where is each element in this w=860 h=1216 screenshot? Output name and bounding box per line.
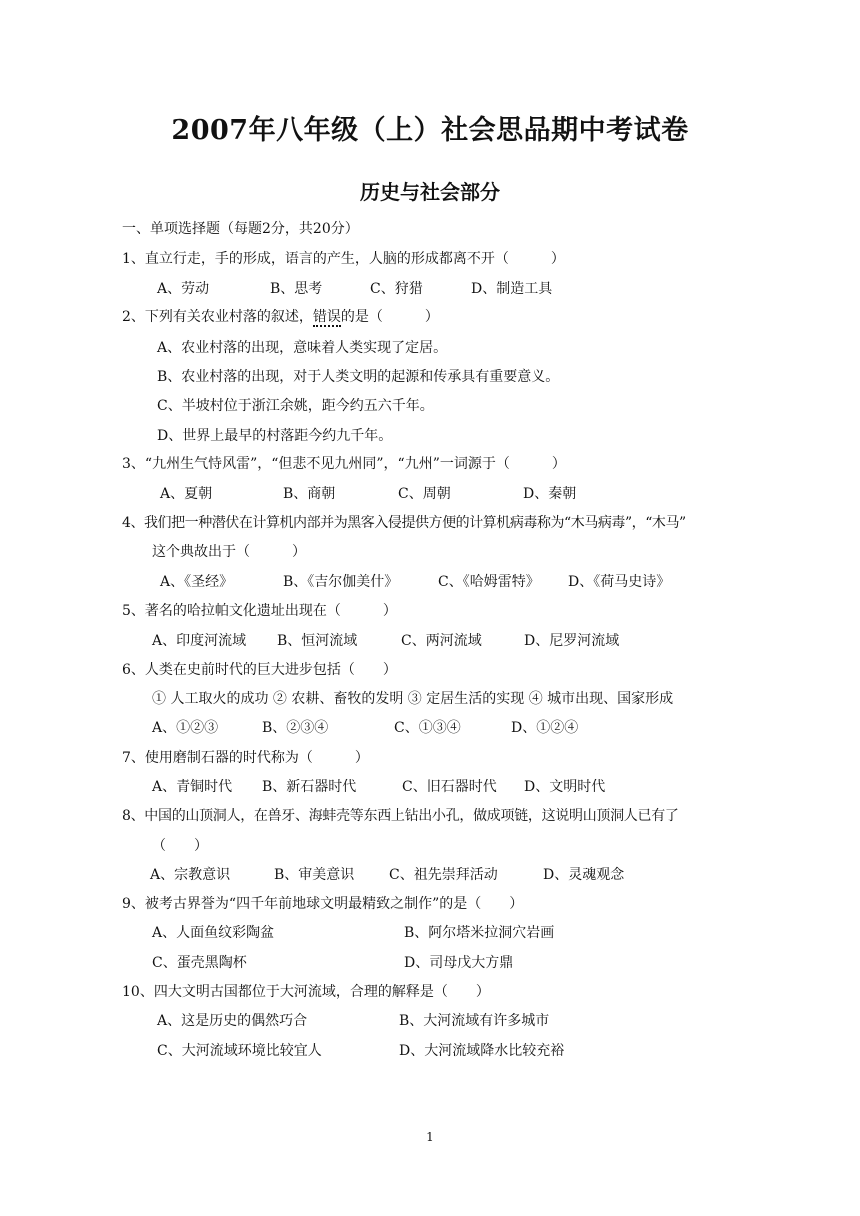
q7-option-c: C、旧石器时代 (402, 779, 497, 795)
question-10-options-row1 (157, 1011, 549, 1031)
q9-option-d: D、司母戊大方鼎 (404, 955, 514, 971)
question-7-options (152, 777, 605, 797)
q1-option-a: A、劳动 (157, 281, 210, 297)
question-6-stem: 6、人类在史前时代的巨大进步包括（ ） (122, 662, 397, 678)
q7-option-a: A、青铜时代 (152, 779, 233, 795)
q2-stem-pre: 2、下列有关农业村落的叙述， (122, 309, 313, 325)
question-1-options (157, 279, 552, 299)
question-8-stem-cont: （ ） (152, 838, 208, 854)
question-8-options (150, 865, 624, 885)
q8-option-d: D、灵魂观念 (543, 867, 625, 883)
q5-option-d: D、尼罗河流域 (524, 633, 620, 649)
q4-option-a: A、《圣经》 (160, 574, 234, 590)
question-6-items: ① 人工取火的成功 ② 农耕、畜牧的发明 ③ 定居生活的实现 ④ 城市出现、国家形成 (152, 691, 674, 707)
question-9-options-row2 (152, 953, 513, 973)
question-3-options (160, 484, 576, 504)
q4-option-b: B、《吉尔伽美什》 (283, 574, 399, 590)
q2-option-d: D、世界上最早的村落距今约九千年。 (157, 428, 393, 444)
question-7-stem: 7、使用磨制石器的时代称为（ ） (122, 750, 369, 766)
question-5-stem: 5、著名的哈拉帕文化遗址出现在（ ） (122, 603, 397, 619)
q10-option-d: D、大河流域降水比较充裕 (399, 1043, 565, 1059)
page-title: 2007年八年级（上）社会思品期中考试卷 (171, 115, 689, 146)
q1-option-d: D、制造工具 (471, 281, 553, 297)
q5-option-c: C、两河流域 (401, 633, 482, 649)
q2-option-b: B、农业村落的出现，对于人类文明的起源和传承具有重要意义。 (157, 369, 560, 385)
q6-option-b: B、②③④ (262, 720, 329, 736)
q4-option-d: D、《荷马史诗》 (568, 574, 671, 590)
q8-option-b: B、审美意识 (274, 867, 355, 883)
page-number: 1 (426, 1130, 434, 1144)
q3-option-b: B、商朝 (283, 486, 336, 502)
q5-option-a: A、印度河流域 (152, 633, 247, 649)
q2-option-c: C、半坡村位于浙江余姚，距今约五六千年。 (157, 398, 434, 414)
q2-stem-emphasis: 错误 (312, 309, 341, 325)
q9-option-c: C、蛋壳黑陶杯 (152, 955, 247, 971)
question-10-options-row2 (157, 1041, 564, 1061)
question-8-stem: 8、中国的山顶洞人，在兽牙、海蚌壳等东西上钻出小孔，做成项链，这说明山顶洞人已有了 (122, 808, 679, 824)
question-3-stem: 3、“九州生气恃风雷”，“但悲不见九州同”，“九州”一词源于（ ） (122, 456, 566, 472)
q2-stem-post: 的是（ ） (340, 309, 439, 325)
q6-option-a: A、①②③ (152, 720, 219, 736)
question-4-stem: 4、我们把一种潜伏在计算机内部并为黑客入侵提供方便的计算机病毒称为“木马病毒”，“木马” (122, 515, 686, 531)
question-6-options (152, 718, 578, 738)
q10-option-c: C、大河流域环境比较宜人 (157, 1043, 322, 1059)
question-1-stem: 1、直立行走，手的形成，语言的产生，人脑的形成都离不开（ ） (122, 251, 565, 267)
q6-option-c: C、①③④ (394, 720, 461, 736)
q3-option-d: D、秦朝 (523, 486, 577, 502)
question-5-options (152, 631, 619, 651)
q1-option-b: B、思考 (270, 281, 323, 297)
q1-option-c: C、狩猎 (370, 281, 423, 297)
question-9-stem: 9、被考古界誉为“四千年前地球文明最精致之制作”的是（ ） (122, 896, 524, 912)
question-9-options-row1 (152, 923, 554, 943)
q5-option-b: B、恒河流域 (277, 633, 358, 649)
q7-option-d: D、文明时代 (524, 779, 606, 795)
question-4-options (160, 572, 670, 592)
q9-option-b: B、阿尔塔米拉洞穴岩画 (404, 925, 555, 941)
q7-option-b: B、新石器时代 (262, 779, 357, 795)
q9-option-a: A、人面鱼纹彩陶盆 (152, 925, 275, 941)
q10-option-a: A、这是历史的偶然巧合 (157, 1013, 308, 1029)
section-heading: 一、单项选择题（每题2分，共20分） (122, 221, 359, 237)
q8-option-c: C、祖先崇拜活动 (389, 867, 498, 883)
q2-option-a: A、农业村落的出现，意味着人类实现了定居。 (157, 340, 448, 356)
q4-option-c: C、《哈姆雷特》 (438, 574, 540, 590)
q6-option-d: D、①②④ (511, 720, 579, 736)
q3-option-a: A、夏朝 (160, 486, 213, 502)
section-subtitle: 历史与社会部分 (360, 180, 500, 204)
q10-option-b: B、大河流域有许多城市 (399, 1013, 550, 1029)
q8-option-a: A、宗教意识 (150, 867, 231, 883)
question-2-stem (122, 307, 439, 327)
q3-option-c: C、周朝 (398, 486, 451, 502)
question-4-stem-cont: 这个典故出于（ ） (152, 544, 306, 560)
question-10-stem: 10、四大文明古国都位于大河流域，合理的解释是（ ） (122, 984, 490, 1000)
